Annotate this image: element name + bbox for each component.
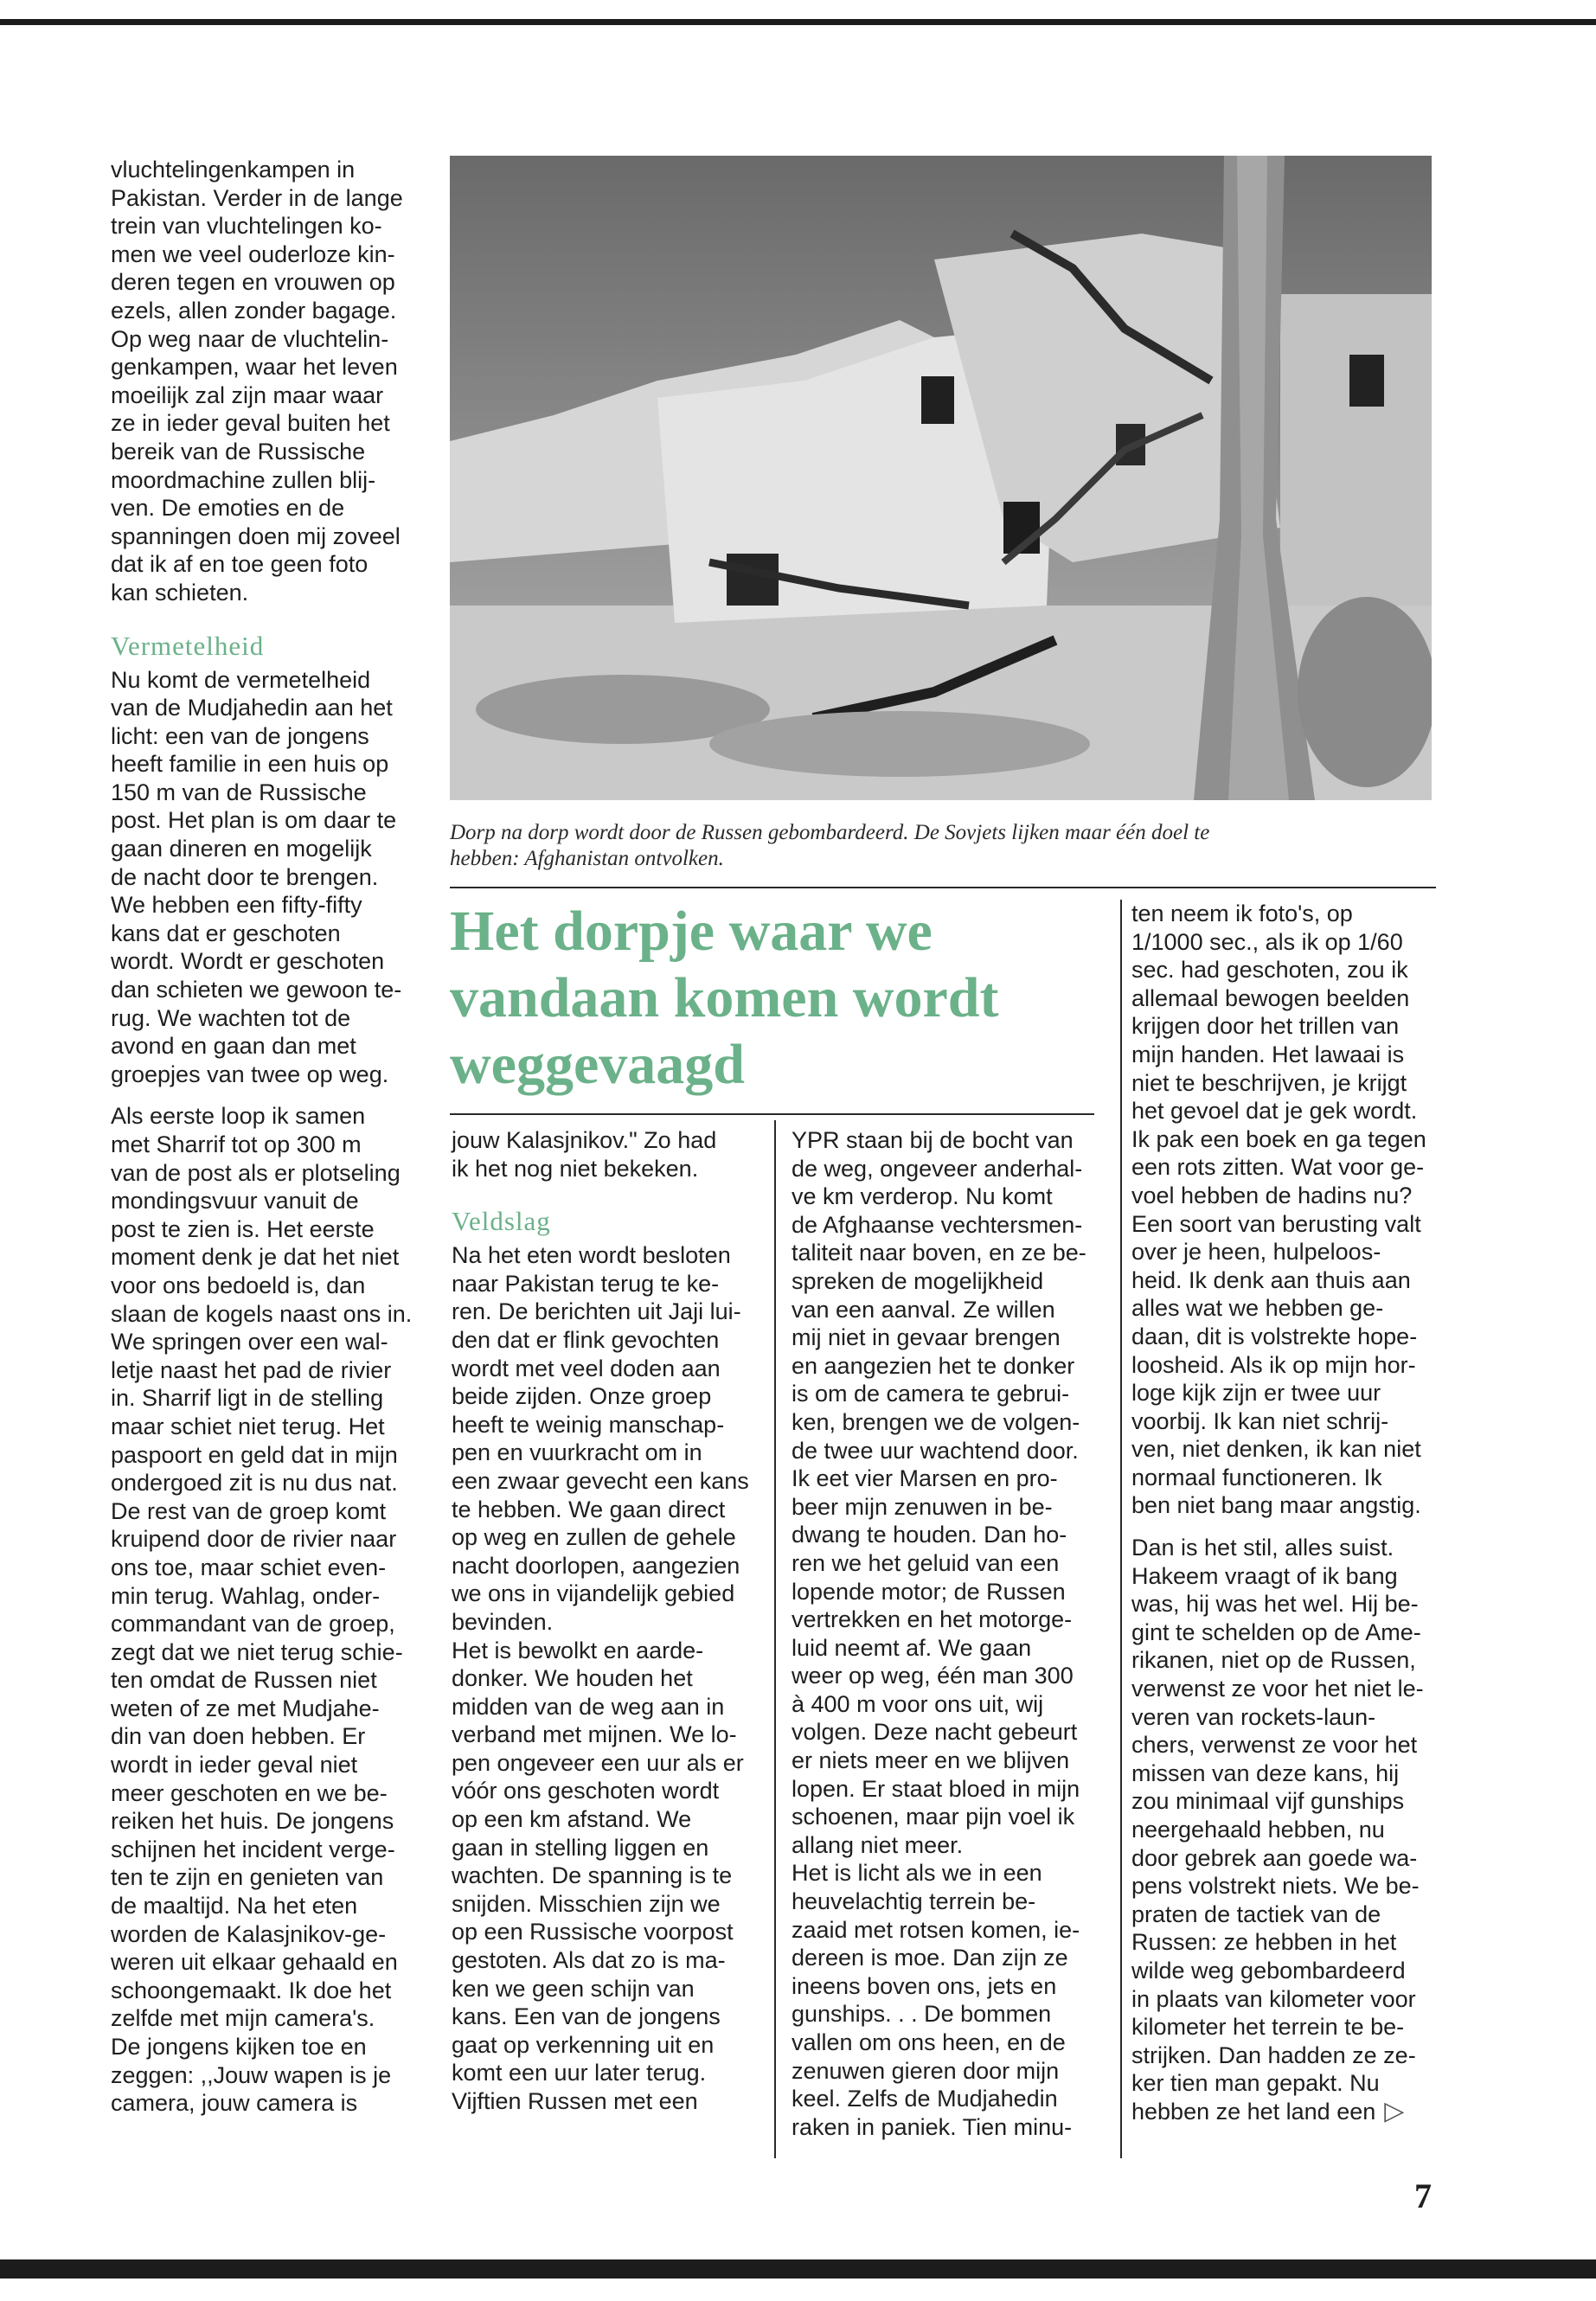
subhead-veldslag: Veldslag <box>452 1206 551 1237</box>
column-2 <box>452 1126 763 2116</box>
col3-paragraph-1: YPR staan bij de bocht van de weg, ongeveer anderhal- ve km verderop. Nu komt de Afghaanse vechtersmen- taliteit naar boven, en ze be- spreken de mogelijkheid van een aanval. Ze willen mij niet in gevaar brengen en aangezien het te donker is om de camera te gebrui- ken, brengen we de volgen- de twee uur wachtend door. Ik eet vier Marsen en pro- beer mijn zenuwen in be- dwang te houden. Dan ho- ren we het geluid van een lopende motor; de Russen vertrekken en het motorge- luid neemt af. We gaan weer op weg, één man 300 à 400 m voor ons uit, wij volgen. Deze nacht gebeurt er niets meer en we blijven lopen. Er staat bloed in mijn schoenen, maar pijn voel ik allang niet meer. Het is licht als we in een heuvelachtig terrein be- zaaid met rotsen komen, ie- dereen is moe. Dan zijn ze ineens boven ons, jets en gunships. . . De bommen vallen om ons heen, en de zenuwen gieren door mijn keel. Zelfs de Mudjahedin raken in paniek. Tien minu- <box>792 1127 1086 2140</box>
col2-paragraph-1: jouw Kalasjnikov." Zo had ik het nog niet bekeken. <box>452 1127 717 1182</box>
page-number: 7 <box>1414 2176 1432 2215</box>
subhead-vermetelheid: Vermetelheid <box>111 630 265 661</box>
column-1 <box>111 156 422 2131</box>
continue-arrow-icon: ▷ <box>1384 2096 1405 2125</box>
col2-paragraph-2: Na het eten wordt besloten naar Pakistan terug te ke- ren. De berichten uit Jaji lui- den dat er flink gevochten wordt met veel doden aan beide zijden. Onze groep heeft te weinig manschap- pen en vuurkracht om in een zwaar gevecht een kans te hebben. We gaan direct op weg en zullen de gehele nacht doorlopen, aangezien we ons in vijandelijk gebied bevinden. Het is bewolkt en aarde- donker. We houden het midden van de weg aan in verband met mijnen. We lo- pen ongeveer een uur als er vóór ons geschoten wordt op een km afstand. We gaan in stelling liggen en wachten. De spanning is te snijden. Misschien zijn we op een Russische voorpost gestoten. Als dat zo is ma- ken we geen schijn van kans. Een van de jongens gaat op verkenning uit en komt een uur later terug. Vijftien Russen met een <box>452 1242 749 2114</box>
headline-top-rule <box>450 887 1436 888</box>
photo-ruined-village <box>450 156 1432 800</box>
photo-illustration <box>450 156 1432 800</box>
top-rule <box>0 19 1596 25</box>
headline-bottom-rule <box>450 1113 1094 1115</box>
col1-paragraph-2: Nu komt de vermetelheid van de Mudjahedin aan het licht: een van de jongens heeft familie in een huis op 150 m van de Russische post. Het plan is om daar te gaan dineren en mogelijk de nacht door te brengen. We hebben een fifty-fifty kans dat er geschoten wordt. Wordt er geschoten dan schieten we gewoon te- rug. We wachten tot de avond en gaan dan met groepjes van twee op weg. <box>111 666 402 1087</box>
col1-paragraph-1: vluchtelingenkampen in Pakistan. Verder in de lange trein van vluchtelingen ko- men we veel ouderloze kin- deren tegen en vrouwen op ezels, allen zonder bagage. Op weg naar de vluchtelin- genkampen, waar het leven moeilijk zal zijn maar waar ze in ieder geval buiten het bereik van de Russische moordmachine zullen blij- ven. De emoties en de spanningen doen mij zoveel dat ik af en toe geen foto kan schieten. <box>111 157 403 606</box>
column-divider-2 <box>1120 900 1122 2158</box>
col4-paragraph-1: ten neem ik foto's, op 1/1000 sec., als ik op 1/60 sec. had geschoten, zou ik allemaal bewogen beelden krijgen door het trillen van mijn handen. Het lawaai is niet te beschrijven, je krijgt het gevoel dat je gek wordt. Ik pak een boek en ga tegen een rots zitten. Wat voor ge- voel hebben de hadins nu? Een soort van berusting valt over je heen, hulpeloos- heid. Ik denk aan thuis aan alles wat we hebben ge- daan, dit is volstrekte hope- loosheid. Als ik op mijn hor- loge kijk zijn er twee uur voorbij. Ik kan niet schrij- ven, niet denken, ik kan niet normaal functioneren. Ik ben niet bang maar angstig. <box>1131 901 1426 1519</box>
headline: Het dorpje waar we vandaan komen wordt weggevaagd <box>450 900 999 1096</box>
photo-caption: Dorp na dorp wordt door de Russen gebombardeerd. De Sovjets lijken maar één doel te hebben: Afghanistan ontvolken. <box>450 821 1210 870</box>
bottom-rule <box>0 2259 1596 2279</box>
column-4 <box>1131 900 1443 2126</box>
column-3 <box>792 1126 1112 2141</box>
column-divider-1 <box>774 1120 776 2158</box>
col4-paragraph-2 <box>1131 1534 1443 2125</box>
col1-paragraph-3: Als eerste loop ik samen met Sharrif tot op 300 m van de post als er plotseling mondingsvuur vanuit de post te zien is. Het eerste moment denk je dat het niet voor ons bedoeld is, dan slaan de kogels naast ons in. We springen over een wal- letje naast het pad de rivier in. Sharrif ligt in de stelling maar schiet niet terug. Het paspoort en geld dat in mijn ondergoed zit is nu dus nat. De rest van de groep komt kruipend door de rivier naar ons toe, maar schiet even- min terug. Wahlag, onder- commandant van de groep, zegt dat we niet terug schie- ten omdat de Russen niet weten of ze met Mudjahe- din van doen hebben. Er wordt in ieder geval niet meer geschoten en we be- reiken het huis. De jongens schijnen het incident verge- ten te zijn en genieten van de maaltijd. Na het eten worden de Kalasjnikov-ge- weren uit elkaar gehaald en schoongemaakt. Ik doe het zelfde met mijn camera's. De jongens kijken toe en zeggen: ,,Jouw wapen is je camera, jouw camera is <box>111 1103 413 2117</box>
col4-paragraph-2-text: Dan is het stil, alles suist. Hakeem vraagt of ik bang was, hij was het wel. Hij be- gint te schelden op de Ame- rikanen, niet op de Russen, verwenst ze voor het niet le- veren van rockets-laun- chers, verwenst ze voor het missen van deze kans, hij zou minimaal vijf gunships neergehaald hebben, nu door gebrek aan goede wa- pens volstrekt niets. We be- praten de tactiek van de Russen: ze hebben in het wilde weg gebombardeerd in plaats van kilometer voor kilometer het terrein te be- strijken. Dan hadden ze ze- ker tien man gepakt. Nu hebben ze het land een <box>1131 1535 1424 2125</box>
